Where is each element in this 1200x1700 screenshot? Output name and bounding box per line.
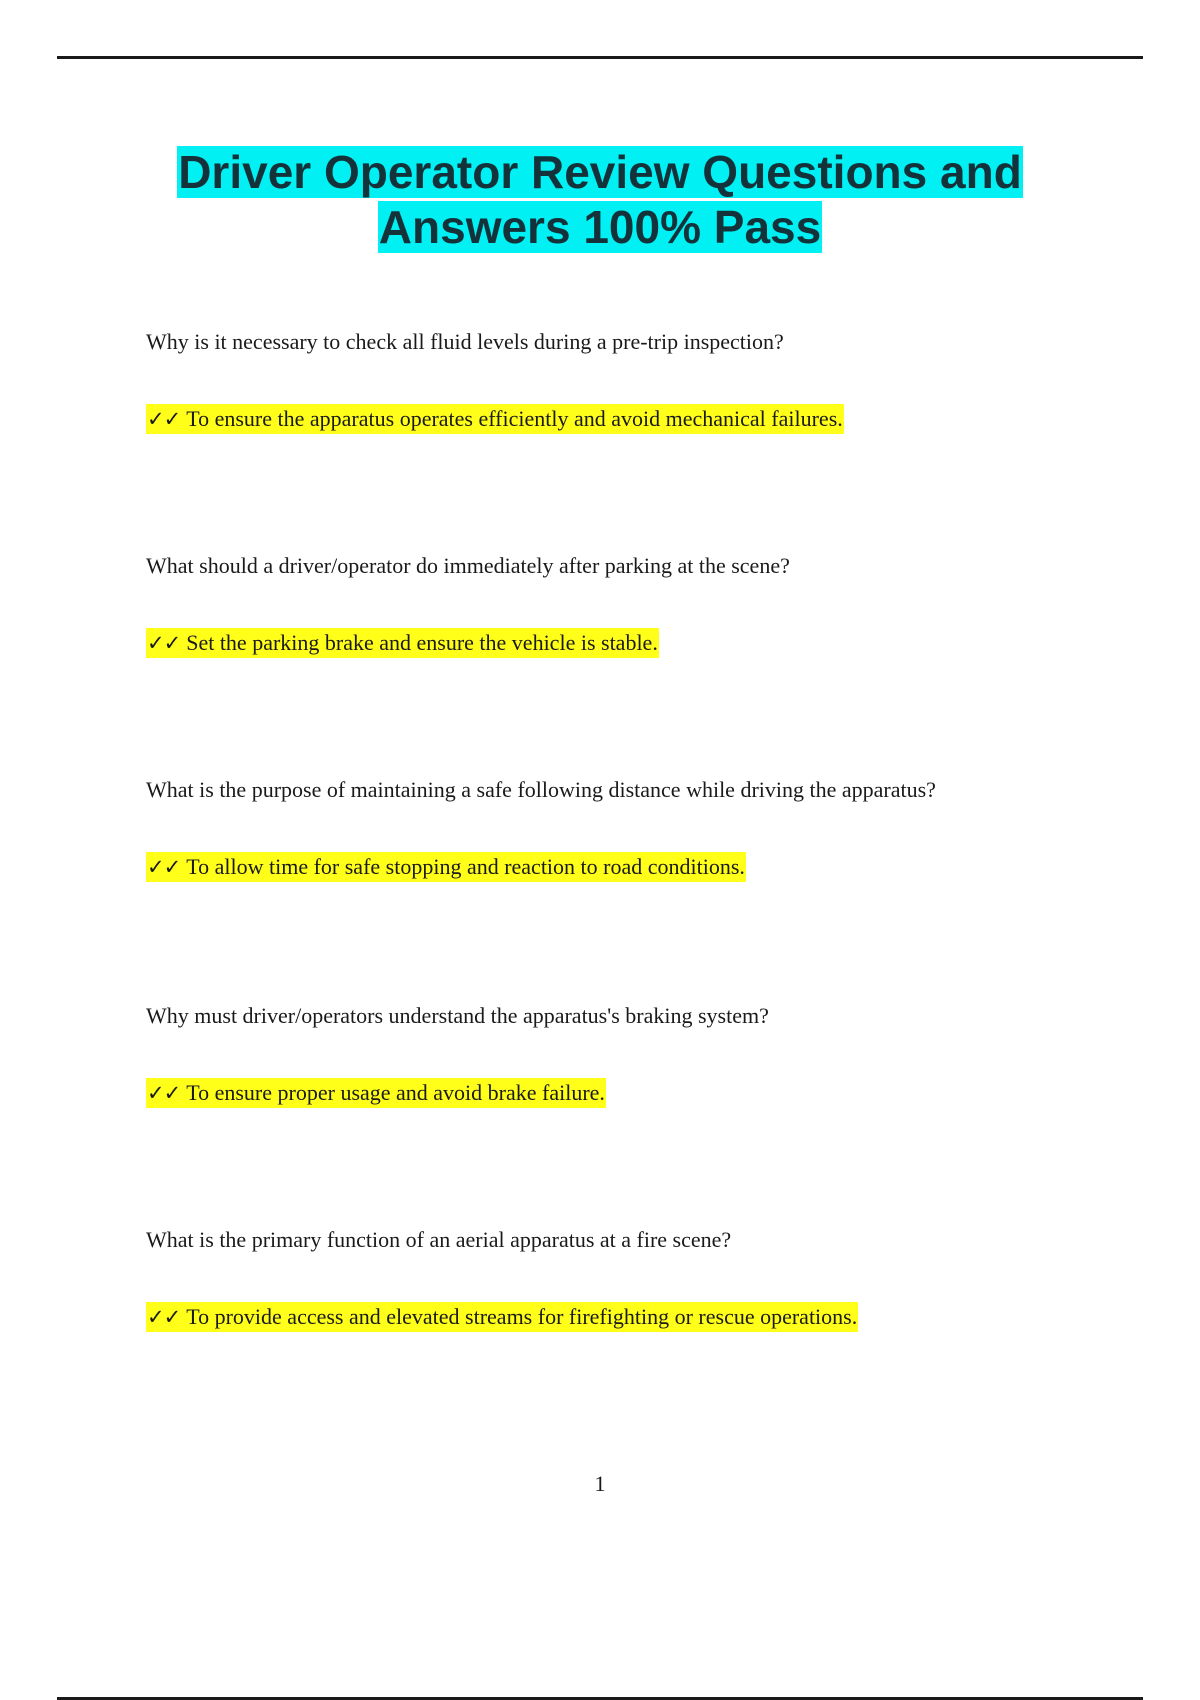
- answer-highlight: [146, 1078, 606, 1108]
- answer-highlight: [146, 628, 659, 658]
- title-line-1: Driver Operator Review Questions and: [178, 146, 1022, 198]
- answer-row: [146, 852, 936, 882]
- qa-item-2: [146, 552, 790, 658]
- document-title: [0, 145, 1200, 255]
- answer-text: To ensure the apparatus operates efficiently and avoid mechanical failures.: [186, 406, 843, 431]
- answer-row: [146, 1078, 769, 1108]
- answer-text: To ensure proper usage and avoid brake failure.: [186, 1080, 605, 1105]
- answer-row: [146, 1302, 858, 1332]
- qa-item-4: [146, 1002, 769, 1108]
- answer-row: [146, 404, 844, 434]
- answer-highlight: [146, 852, 746, 882]
- qa-item-1: [146, 328, 844, 434]
- question-text: What should a driver/operator do immediately after parking at the scene?: [146, 553, 790, 578]
- answer-text: To allow time for safe stopping and reaction to road conditions.: [186, 854, 745, 879]
- title-line-2: Answers 100% Pass: [378, 201, 822, 253]
- double-check-icon: ✓✓: [147, 1305, 181, 1329]
- qa-item-5: [146, 1226, 858, 1332]
- double-check-icon: ✓✓: [147, 407, 181, 431]
- double-check-icon: ✓✓: [147, 855, 181, 879]
- answer-text: Set the parking brake and ensure the vehicle is stable.: [186, 630, 658, 655]
- page-number: 1: [594, 1471, 606, 1496]
- answer-text: To provide access and elevated streams for firefighting or rescue operations.: [186, 1304, 858, 1329]
- answer-highlight: [146, 404, 844, 434]
- question-text: What is the primary function of an aerial apparatus at a fire scene?: [146, 1227, 732, 1252]
- header-rule: [57, 56, 1143, 59]
- question-text: Why is it necessary to check all fluid levels during a pre-trip inspection?: [146, 329, 784, 354]
- qa-item-3: [146, 776, 936, 882]
- question-text: Why must driver/operators understand the apparatus's braking system?: [146, 1003, 769, 1028]
- double-check-icon: ✓✓: [147, 631, 181, 655]
- double-check-icon: ✓✓: [147, 1081, 181, 1105]
- question-text: What is the purpose of maintaining a safe following distance while driving the apparatus?: [146, 777, 936, 802]
- answer-highlight: [146, 1302, 858, 1332]
- answer-row: [146, 628, 790, 658]
